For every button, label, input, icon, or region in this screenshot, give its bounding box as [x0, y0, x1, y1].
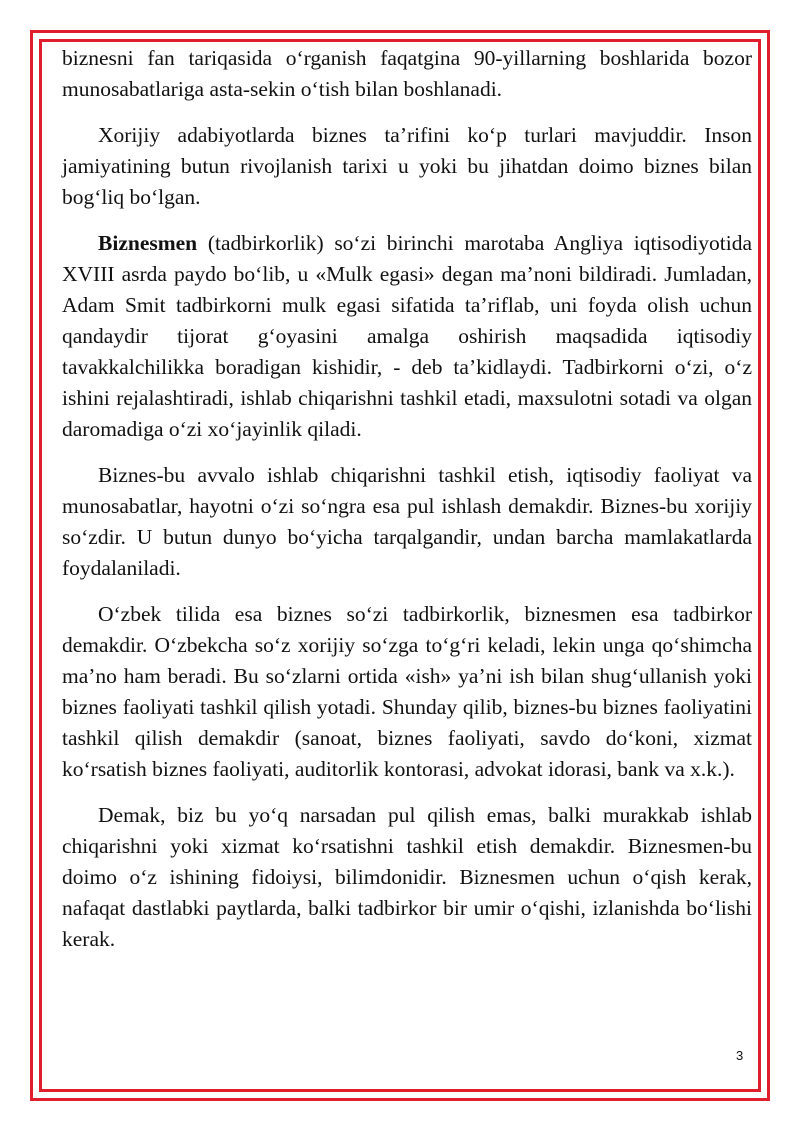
paragraph-5 [62, 599, 752, 785]
paragraph-6 [62, 800, 752, 955]
paragraph-6-text: Demak, biz bu yoʻq narsadan pul qilish emas, balki murakkab ishlab chiqarishni yoki xizmat koʻrsatishni tashkil etish demakdir. Biznesmen-bu doimo oʻz ishining fidoiysi, bilimdonidir. Biznesmen uchun oʻqish kerak, nafaqat dastlabki paytlarda, balki tadbirkor bir umir oʻqishi, izlanishda boʻlishi kerak. [62, 803, 752, 951]
paragraph-3 [62, 228, 752, 445]
page-number: 3 [736, 1048, 744, 1063]
paragraph-3-text: (tadbirkorlik) soʻzi birinchi marotaba Angliya iqtisodiyotida XVIII asrda paydo boʻlib, u «Mulk egasi» degan maʼnoni bildiradi. Jumladan, Adam Smit tadbirkorni mulk egasi sifatida taʼriflab, uni foyda olish uchun qandaydir tijorat gʻoyasini amalga oshirish maqsadida iqtisodiy tavakkalchilikka boradigan kishidir, - deb taʼkidlaydi. Tadbirkorni oʻzi, oʻz ishini rejalashtiradi, ishlab chiqarishni tashkil etadi, maxsulotni sotadi va olgan daromadiga oʻzi xoʻjayinlik qiladi. [62, 231, 752, 441]
paragraph-3-bold-term: Biznesmen [98, 231, 198, 255]
paragraph-2-text: Xorijiy adabiyotlarda biznes taʼrifini koʻp turlari mavjuddir. Inson jamiyatining butun rivojlanish tarixi u yoki bu jihatdan doimo biznes bilan bogʻliq boʻlgan. [62, 123, 752, 209]
paragraph-1-text: biznesni fan tariqasida oʻrganish faqatgina 90-yillarning boshlarida bozor munosabatlariga asta-sekin oʻtish bilan boshlanadi. [62, 46, 752, 101]
paragraph-5-text: Oʻzbek tilida esa biznes soʻzi tadbirkorlik, biznesmen esa tadbirkor demakdir. Oʻzbekcha soʻz xorijiy soʻzga toʻgʻri keladi, lekin unga qoʻshimcha maʼno ham beradi. Bu soʻzlarni ortida «ish» yaʼni ish bilan shugʻullanish yoki biznes faoliyati tashkil qilish yotadi. Shunday qilib, biznes-bu biznes faoliyatini tashkil qilish demakdir (sanoat, biznes faoliyati, savdo doʻkoni, xizmat koʻrsatish biznes faoliyati, auditorlik kontorasi, advokat idorasi, bank va x.k.). [62, 602, 752, 781]
paragraph-4-text: Biznes-bu avvalo ishlab chiqarishni tashkil etish, iqtisodiy faoliyat va munosabatlar, hayotni oʻzi soʻngra esa pul ishlash demakdir. Biznes-bu xorijiy soʻzdir. U butun dunyo boʻyicha tarqalgandir, undan barcha mamlakatlarda foydalaniladi. [62, 463, 752, 580]
paragraph-1 [62, 43, 752, 105]
paragraph-4 [62, 460, 752, 584]
document-body [62, 43, 752, 970]
paragraph-2 [62, 120, 752, 213]
